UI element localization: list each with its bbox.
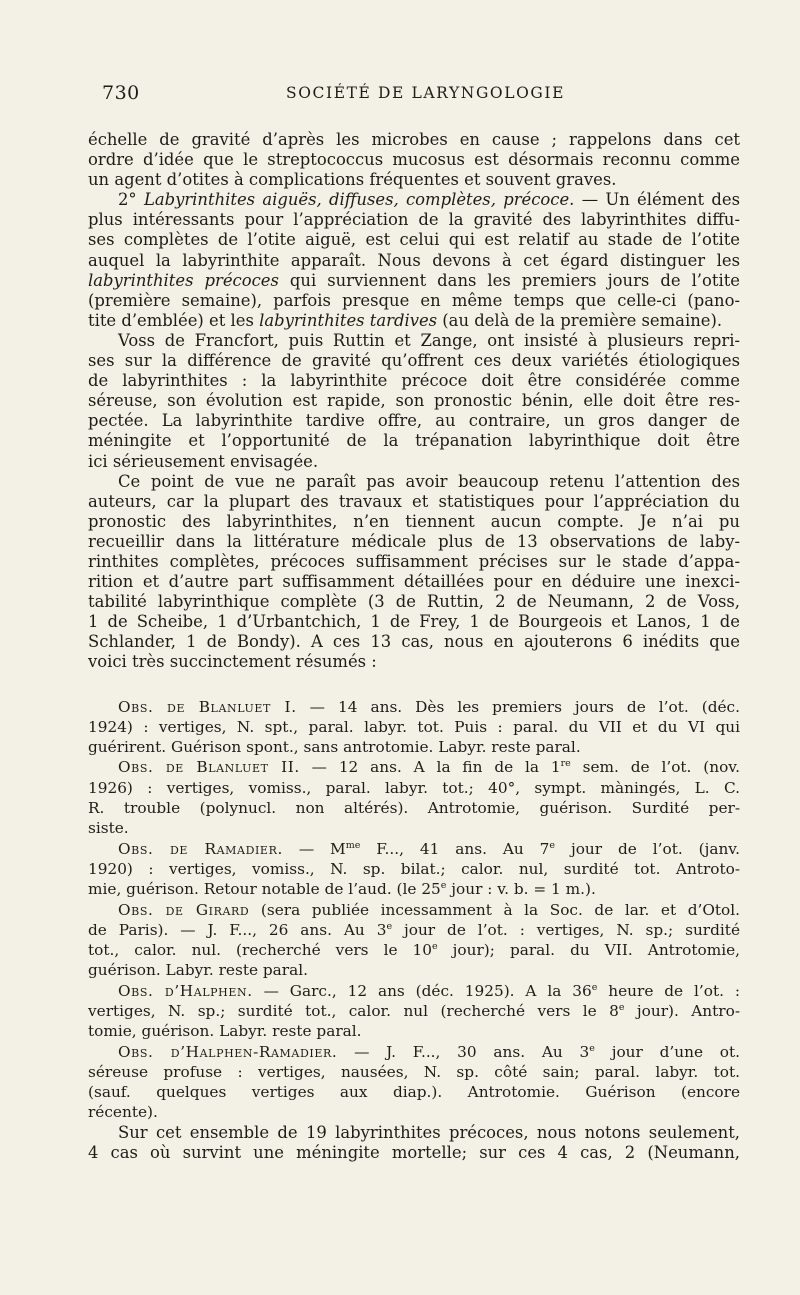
text-line: séreuse profuse : vertiges, nausées, N. sp. côté sain; paral. labyr. tot.	[88, 1062, 740, 1081]
observation-label: Obs. de Girard	[118, 900, 250, 919]
text-line: rinthites complètes, précoces suffisamment précises sur le stade d’appa-	[88, 551, 740, 571]
paragraph-5	[88, 1123, 740, 1163]
section-title: Labyrinthites aiguës, diffuses, complètes, précoce.	[143, 190, 575, 210]
text-line: tabilité labyrinthique complète (3 de Ruttin, 2 de Neumann, 2 de Voss,	[88, 592, 740, 612]
text-line: voici très succinctement résumés :	[88, 652, 377, 672]
text-line: tot., calor. nul. (recherché vers le 10e jour); paral. du VII. Antrotomie,	[88, 941, 741, 960]
text-line: de labyrinthites : la labyrinthite précoce doit être considérée comme	[88, 371, 740, 391]
observation-label: Obs. de Blanluet II.	[118, 758, 300, 777]
text-line: Obs. de Blanluet I. — 14 ans. Dès les premiers jours de l’ot. (déc.	[118, 697, 740, 716]
text-line: ici sérieusement envisagée.	[88, 451, 319, 471]
text-line: auquel la labyrinthite apparaît. Nous devons à cet égard distinguer les	[88, 250, 740, 270]
text-line: pronostic des labyrinthites, n’en tiennent aucun compte. Je n’ai pu	[88, 511, 740, 531]
text-line: ordre d’idée que le streptococcus mucosus est désormais reconnu comme	[88, 150, 740, 170]
text-line: ses sur la différence de gravité qu’offrent ces deux variétés étiologiques	[88, 351, 740, 371]
text-line: guérirent. Guérison spont., sans antrotomie. Labyr. reste paral.	[88, 738, 581, 757]
body-text	[88, 130, 740, 1163]
observation-label: Obs. de Blanluet I.	[118, 697, 297, 716]
observation-label: Obs. de Ramadier.	[118, 839, 283, 858]
text-line: mie, guérison. Retour notable de l’aud. (le 25e jour : v. b. = 1 m.).	[88, 880, 596, 899]
text-line: 1924) : vertiges, N. spt., paral. labyr. tot. Puis : paral. du VII et du VI qui	[88, 717, 740, 736]
text-line: 1926) : vertiges, vomiss., paral. labyr. tot.; 40°, sympt. màningés, L. C.	[88, 778, 740, 797]
text-line: guérison. Labyr. reste paral.	[88, 961, 308, 980]
text-line: plus intéressants pour l’appréciation de la gravité des labyrinthites diffu-	[88, 210, 740, 230]
text-line: Sur cet ensemble de 19 labyrinthites précoces, nous notons seulement,	[118, 1122, 740, 1142]
observation-2	[88, 757, 740, 838]
text-line: Ce point de vue ne paraît pas avoir beaucoup retenu l’attention des	[118, 471, 740, 491]
running-header	[102, 82, 742, 110]
paragraph-2	[88, 190, 740, 331]
page-number: 730	[102, 82, 140, 104]
text-line: Obs. d’Halphen-Ramadier. — J. F..., 30 ans. Au 3e jour d’une ot.	[118, 1042, 740, 1061]
section-number: 2°	[118, 190, 137, 210]
text-line: Voss de Francfort, puis Ruttin et Zange, ont insisté à plusieurs repri-	[118, 330, 740, 350]
observations-list	[88, 697, 740, 1123]
observation-label: Obs. d’Halphen.	[118, 981, 253, 1000]
observation-6	[88, 1042, 740, 1123]
text-line: 1920) : vertiges, vomiss., N. sp. bilat.; calor. nul, surdité tot. Antroto-	[88, 859, 740, 878]
text-line: (sauf. quelques vertiges aux diap.). Antrotomie. Guérison (encore	[88, 1083, 740, 1102]
text-line: ses complètes de l’otite aiguë, est celui qui est relatif au stade de l’otite	[88, 230, 740, 250]
text-line: auteurs, car la plupart des travaux et statistiques pour l’appréciation du	[88, 491, 740, 511]
paragraph-1	[88, 130, 740, 190]
text-line: récente).	[88, 1103, 158, 1122]
paragraph-3	[88, 331, 740, 472]
text-line: pectée. La labyrinthite tardive offre, au contraire, un gros danger de	[88, 411, 740, 431]
text-line: labyrinthites précoces qui surviennent dans les premiers jours de l’otite	[88, 270, 741, 290]
text-line: Obs. de Blanluet II. — 12 ans. A la fin de la 1re sem. de l’ot. (nov.	[118, 758, 740, 777]
running-title: SOCIÉTÉ DE LARYNGOLOGIE	[286, 84, 566, 102]
text-line: siste.	[88, 819, 129, 838]
observation-3	[88, 839, 740, 900]
observation-1	[88, 697, 740, 758]
text-line: tite d’emblée) et les labyrinthites tardives (au delà de la première semaine).	[88, 310, 723, 330]
text-line: Obs. de Ramadier. — $M^{me}$ F..., 41 ans. Au 7e jour de l’ot. (janv.	[118, 839, 740, 858]
text-line: tomie, guérison. Labyr. reste paral.	[88, 1022, 362, 1041]
text-line: échelle de gravité d’après les microbes en cause ; rappelons dans cet	[88, 130, 740, 149]
section-gap	[88, 673, 740, 697]
text-line: séreuse, son évolution est rapide, son pronostic bénin, elle doit être res-	[88, 391, 740, 411]
text-line: recueillir dans la littérature médicale plus de 13 observations de laby-	[88, 531, 740, 551]
text-line: R. trouble (polynucl. non altérés). Antrotomie, guérison. Surdité per-	[88, 799, 740, 818]
text-line: 2° Labyrinthites aiguës, diffuses, complètes, précoce. — Un élément des	[118, 190, 740, 210]
text-line: (première semaine), parfois presque en même temps que celle-ci (pano-	[88, 290, 740, 310]
text-line: Obs. de Girard (sera publiée incessamment à la Soc. de lar. et d’Otol.	[118, 900, 741, 919]
observation-4	[88, 900, 740, 981]
text-line: vertiges, N. sp.; surdité tot., calor. nul (recherché vers le 8e jour). Antro-	[88, 1001, 740, 1020]
text-line: rition et d’autre part suffisamment détaillées pour en déduire une inexci-	[88, 572, 740, 592]
text-line: 1 de Scheibe, 1 d’Urbantchich, 1 de Frey, 1 de Bourgeois et Lanos, 1 de	[88, 612, 740, 632]
observation-label: Obs. d’Halphen-Ramadier.	[118, 1042, 338, 1061]
text-line: Obs. d’Halphen. — Garc., 12 ans (déc. 1925). A la 36e heure de l’ot. :	[118, 981, 740, 1000]
text-line: 4 cas où survint une méningite mortelle; sur ces 4 cas, 2 (Neumann,	[88, 1142, 740, 1162]
text-line: Schlander, 1 de Bondy). A ces 13 cas, nous en ajouterons 6 inédits que	[88, 632, 740, 652]
text-line: un agent d’otites à complications fréquentes et souvent graves.	[88, 170, 617, 190]
observation-5	[88, 981, 740, 1042]
text-line: de Paris). — J. F..., 26 ans. Au 3e jour de l’ot. : vertiges, N. sp.; surdité	[88, 920, 740, 939]
paragraph-4	[88, 472, 740, 673]
text-line: méningite et l’opportunité de la trépanation labyrinthique doit être	[88, 431, 740, 451]
